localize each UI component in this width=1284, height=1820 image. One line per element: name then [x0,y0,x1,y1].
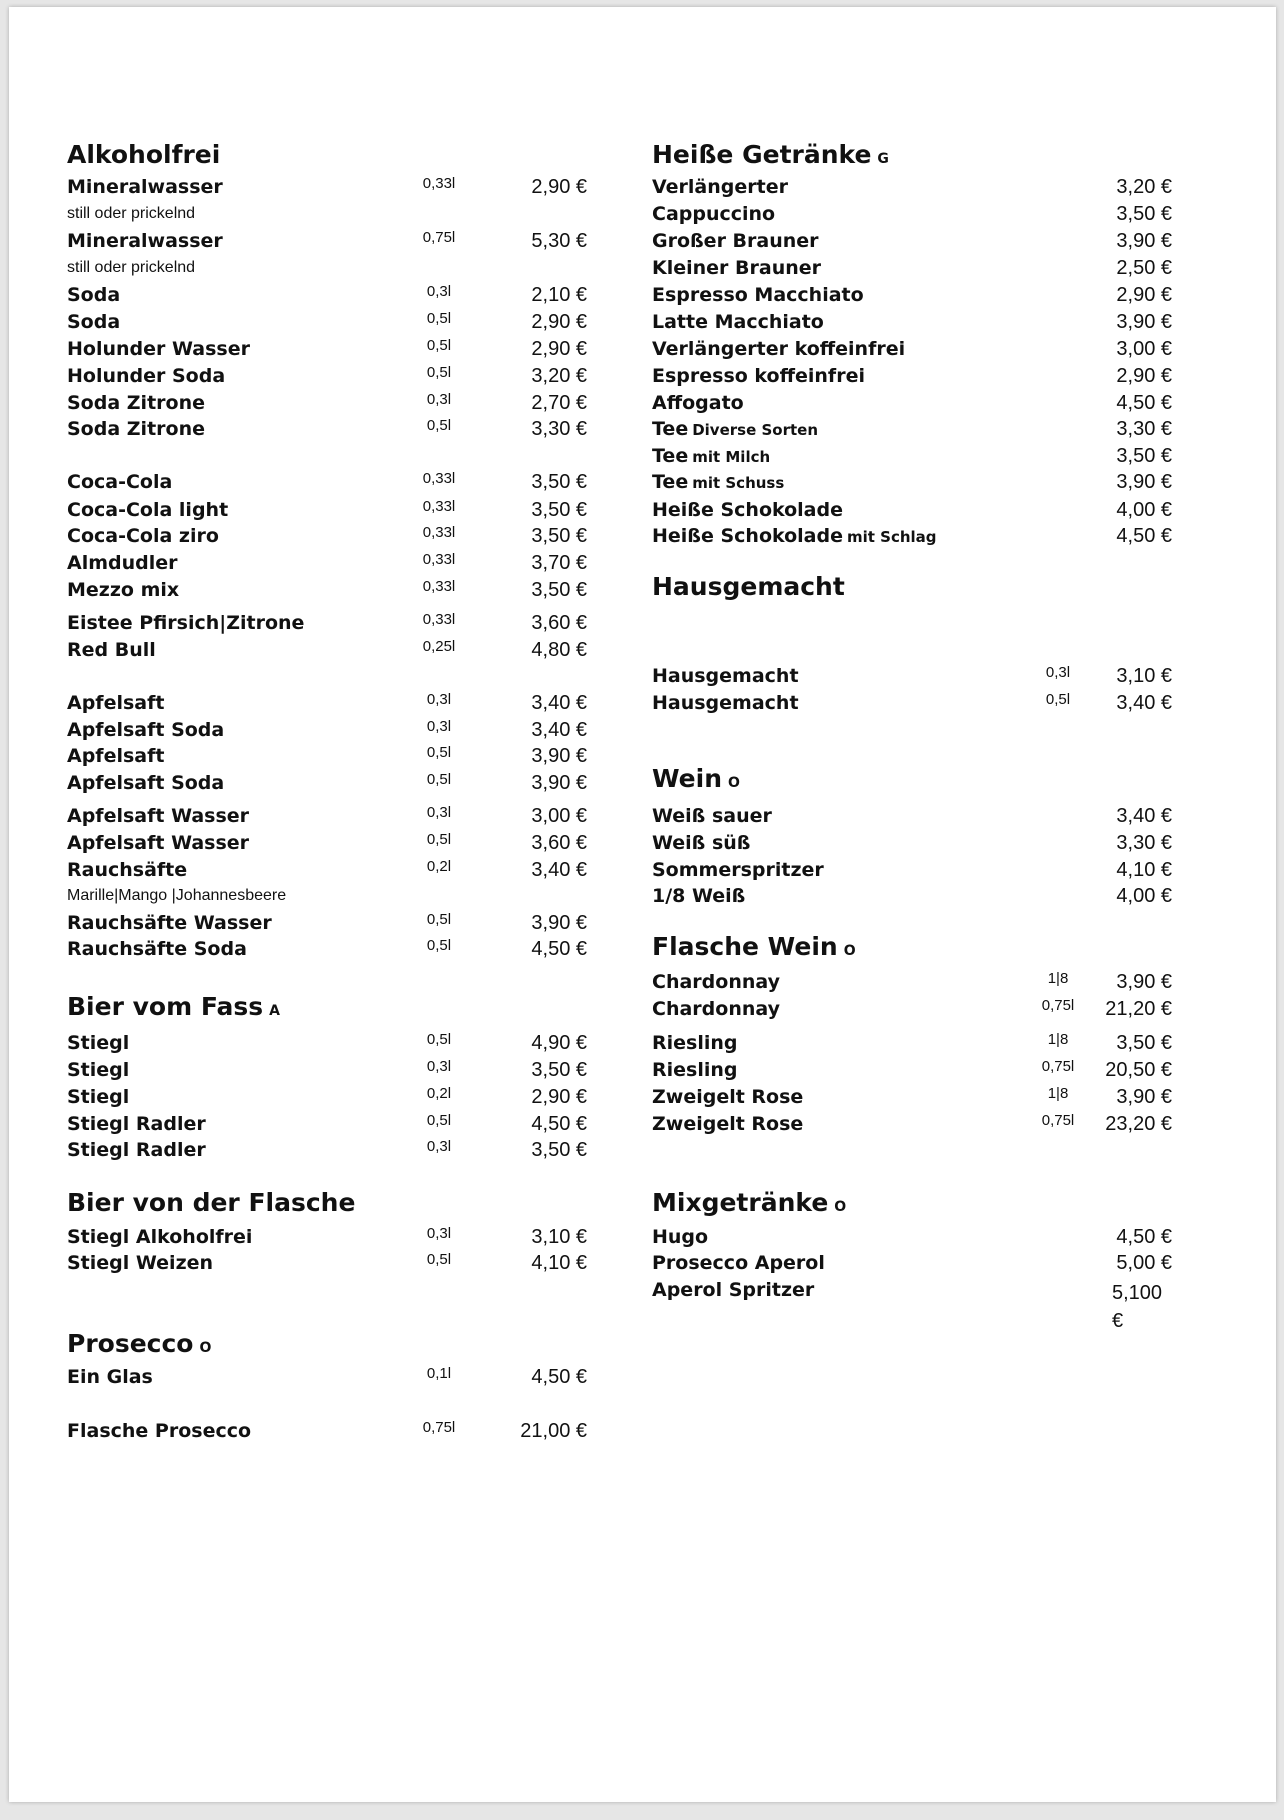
menu-item: Mezzo mix 0,33l 3,50 € [67,578,587,601]
item-note: still oder prickelnd [67,205,196,222]
menu-item: Riesling 0,75l 20,50 € [652,1058,1172,1081]
menu-item: Heiße Schokolade mit Schlag 4,50 € [652,525,1172,547]
menu-item: Großer Brauner 3,90 € [652,230,1172,252]
menu-item: Verlängerter koffeinfrei 3,00 € [652,338,1172,360]
menu-item: Rauchsäfte Wasser 0,5l 3,90 € [67,911,587,934]
menu-item: Holunder Wasser 0,5l 2,90 € [67,337,587,360]
menu-item: Affogato 4,50 € [652,392,1172,414]
menu-item: Stiegl Alkoholfrei 0,3l 3,10 € [67,1225,587,1248]
section-heading-mixgetraenke: Mixgetränke O [652,1188,847,1217]
section-heading-flasche-wein: Flasche Wein O [652,932,856,961]
menu-item: Apfelsaft 0,3l 3,40 € [67,691,587,714]
menu-item: Soda Zitrone 0,3l 2,70 € [67,391,587,414]
menu-item: Stiegl 0,2l 2,90 € [67,1085,587,1108]
menu-item: Espresso koffeinfrei 2,90 € [652,365,1172,387]
menu-item: Kleiner Brauner 2,50 € [652,257,1172,279]
menu-item: Hausgemacht 0,3l 3,10 € [652,664,1172,687]
menu-item: Chardonnay 1|8 3,90 € [652,970,1172,993]
menu-item: Apfelsaft Soda 0,3l 3,40 € [67,718,587,741]
item-note: Marille|Mango |Johannesbeere [67,887,287,904]
menu-item: Cappuccino 3,50 € [652,203,1172,225]
menu-item: Verlängerter 3,20 € [652,176,1172,198]
menu-item: Soda 0,5l 2,90 € [67,310,587,333]
menu-item: Stiegl Weizen 0,5l 4,10 € [67,1251,587,1274]
menu-item: Holunder Soda 0,5l 3,20 € [67,364,587,387]
section-heading-hausgemacht: Hausgemacht [652,572,845,601]
section-heading-alkoholfrei: Alkoholfrei [67,140,221,169]
menu-item: Stiegl Radler 0,3l 3,50 € [67,1138,587,1161]
menu-item: Coca-Cola ziro 0,33l 3,50 € [67,524,587,547]
menu-item: Aperol Spritzer 5,100 € [652,1279,1163,1332]
menu-item: Mineralwasser 0,33l 2,90 € [67,175,587,198]
menu-item: 1/8 Weiß 4,00 € [652,885,1172,907]
menu-item: Prosecco Aperol 5,00 € [652,1252,1172,1274]
menu-item: Zweigelt Rose 0,75l 23,20 € [652,1112,1172,1135]
menu-item: Apfelsaft Wasser 0,5l 3,60 € [67,831,587,854]
menu-item: Tee Diverse Sorten 3,30 € [652,418,1172,440]
menu-item: Sommerspritzer 4,10 € [652,859,1172,881]
menu-item: Stiegl 0,5l 4,90 € [67,1031,587,1054]
menu-item: Almdudler 0,33l 3,70 € [67,551,587,574]
menu-item: Stiegl Radler 0,5l 4,50 € [67,1112,587,1135]
menu-page [9,7,1276,1802]
menu-item: Stiegl 0,3l 3,50 € [67,1058,587,1081]
section-heading-wein: Wein O [652,764,740,793]
menu-item: Ein Glas 0,1l 4,50 € [67,1365,587,1388]
section-heading-heisse-getraenke: Heiße Getränke G [652,140,889,169]
section-heading-prosecco: Prosecco O [67,1329,212,1358]
menu-item: Flasche Prosecco 0,75l 21,00 € [67,1419,587,1442]
menu-item: Weiß sauer 3,40 € [652,805,1172,827]
menu-item: Tee mit Milch 3,50 € [652,445,1172,467]
section-heading-bier-vom-fass: Bier vom Fass A [67,992,280,1021]
menu-item: Mineralwasser 0,75l 5,30 € [67,229,587,252]
menu-item: Coca-Cola 0,33l 3,50 € [67,470,587,493]
menu-item: Soda Zitrone 0,5l 3,30 € [67,417,587,440]
menu-item: Tee mit Schuss 3,90 € [652,471,1172,493]
menu-item: Rauchsäfte Soda 0,5l 4,50 € [67,937,587,960]
menu-item: Apfelsaft 0,5l 3,90 € [67,744,587,767]
menu-item: Eistee Pfirsich|Zitrone 0,33l 3,60 € [67,611,587,634]
menu-item: Weiß süß 3,30 € [652,832,1172,854]
section-heading-bier-von-der-flasche: Bier von der Flasche [67,1188,356,1217]
menu-item: Hugo 4,50 € [652,1226,1172,1248]
item-note: still oder prickelnd [67,259,196,276]
menu-item: Heiße Schokolade 4,00 € [652,499,1172,521]
menu-item: Hausgemacht 0,5l 3,40 € [652,691,1172,714]
menu-item: Apfelsaft Soda 0,5l 3,90 € [67,771,587,794]
menu-item: Latte Macchiato 3,90 € [652,311,1172,333]
menu-item: Zweigelt Rose 1|8 3,90 € [652,1085,1172,1108]
menu-item: Red Bull 0,25l 4,80 € [67,638,587,661]
menu-item: Coca-Cola light 0,33l 3,50 € [67,498,587,521]
menu-item: Chardonnay 0,75l 21,20 € [652,997,1172,1020]
menu-item: Rauchsäfte 0,2l 3,40 € [67,858,587,881]
menu-item: Apfelsaft Wasser 0,3l 3,00 € [67,804,587,827]
menu-item: Soda 0,3l 2,10 € [67,283,587,306]
menu-item: Espresso Macchiato 2,90 € [652,284,1172,306]
menu-item: Riesling 1|8 3,50 € [652,1031,1172,1054]
